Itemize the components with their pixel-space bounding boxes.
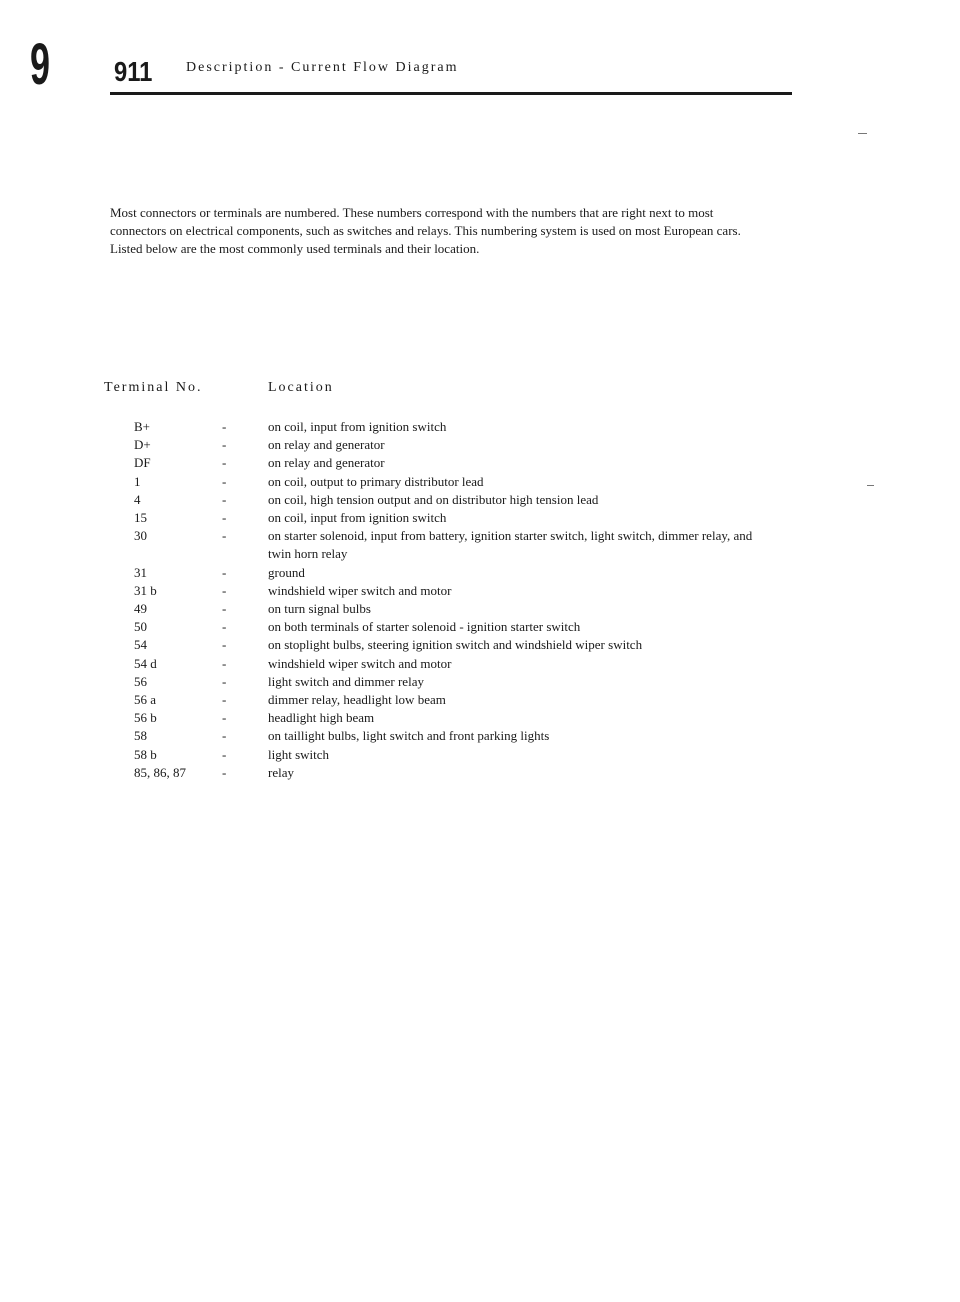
scan-mark bbox=[867, 485, 874, 486]
header-rule bbox=[110, 92, 792, 95]
terminal-location: windshield wiper switch and motor bbox=[268, 582, 452, 598]
terminal-number: 85, 86, 87 bbox=[134, 764, 186, 780]
terminal-location: light switch and dimmer relay bbox=[268, 673, 424, 689]
terminal-location: ground bbox=[268, 564, 305, 580]
terminal-row bbox=[134, 473, 774, 491]
terminal-location: on coil, output to primary distributor lead bbox=[268, 473, 484, 489]
terminal-location: on stoplight bulbs, steering ignition switch and windshield wiper switch bbox=[268, 637, 643, 653]
terminal-location: on relay and generator bbox=[268, 455, 385, 471]
separator-dash: - bbox=[222, 491, 227, 507]
terminal-location: on coil, input from ignition switch bbox=[268, 510, 447, 526]
terminal-number: DF bbox=[134, 455, 151, 471]
separator-dash: - bbox=[222, 437, 227, 453]
terminal-number: 4 bbox=[134, 491, 141, 507]
terminal-number: 49 bbox=[134, 601, 147, 617]
separator-dash: - bbox=[222, 601, 227, 617]
terminal-row bbox=[134, 709, 774, 727]
terminal-row bbox=[134, 582, 774, 600]
separator-dash: - bbox=[222, 673, 227, 689]
separator-dash: - bbox=[222, 564, 227, 580]
model-label: 911 bbox=[114, 56, 153, 87]
terminal-number: 56 bbox=[134, 673, 147, 689]
terminal-location: on taillight bulbs, light switch and front parking lights bbox=[268, 728, 550, 744]
terminal-number: 54 bbox=[134, 637, 147, 653]
terminal-number: D+ bbox=[134, 437, 151, 453]
terminal-location: on relay and generator bbox=[268, 437, 385, 453]
terminal-location: headlight high beam bbox=[268, 710, 375, 726]
terminal-column-header: Terminal No. bbox=[104, 380, 203, 395]
terminal-row bbox=[134, 527, 774, 563]
separator-dash: - bbox=[222, 655, 227, 671]
terminal-row bbox=[134, 418, 774, 436]
location-column-header: Location bbox=[268, 380, 334, 395]
terminal-location: windshield wiper switch and motor bbox=[268, 655, 452, 671]
separator-dash: - bbox=[222, 455, 227, 471]
terminal-location: on coil, high tension output and on distributor high tension lead bbox=[268, 491, 599, 507]
terminal-row bbox=[134, 436, 774, 454]
terminal-location: on coil, input from ignition switch bbox=[268, 419, 447, 434]
section-number: 9 bbox=[30, 32, 51, 97]
terminal-number: 56 a bbox=[134, 692, 157, 708]
terminal-row bbox=[134, 636, 774, 654]
terminal-row bbox=[134, 673, 774, 691]
terminal-location: relay bbox=[268, 764, 294, 780]
terminal-location: on starter solenoid, input from battery, ignition starter switch, light switch, dimmer relay, and twin horn relay bbox=[268, 528, 753, 562]
terminal-number: 15 bbox=[134, 510, 147, 526]
scan-mark bbox=[858, 133, 867, 134]
terminal-row bbox=[134, 746, 774, 764]
separator-dash: - bbox=[222, 764, 227, 780]
terminal-location: light switch bbox=[268, 746, 330, 762]
terminal-row bbox=[134, 618, 774, 636]
separator-dash: - bbox=[222, 692, 227, 708]
separator-dash: - bbox=[222, 746, 227, 762]
terminal-row bbox=[134, 655, 774, 673]
terminal-row bbox=[134, 509, 774, 527]
terminal-number: 30 bbox=[134, 528, 147, 544]
terminal-number: 56 b bbox=[134, 710, 157, 726]
page-title: Description - Current Flow Diagram bbox=[186, 60, 459, 75]
terminal-row bbox=[134, 491, 774, 509]
separator-dash: - bbox=[222, 473, 227, 489]
separator-dash: - bbox=[222, 637, 227, 653]
terminal-row bbox=[134, 600, 774, 618]
terminal-number: 58 bbox=[134, 728, 147, 744]
terminal-number: 50 bbox=[134, 619, 147, 635]
terminal-number: 1 bbox=[134, 473, 141, 489]
terminal-location: on turn signal bulbs bbox=[268, 601, 371, 617]
separator-dash: - bbox=[222, 419, 227, 434]
terminal-row bbox=[134, 454, 774, 472]
separator-dash: - bbox=[222, 710, 227, 726]
terminal-row bbox=[134, 764, 774, 782]
terminal-number: 58 b bbox=[134, 746, 157, 762]
separator-dash: - bbox=[222, 510, 227, 526]
intro-paragraph: Most connectors or terminals are numbered. These numbers correspond with the numbers that are right next to most connectors on electrical components, such as switches and relays. This numbering system is used on most European cars. Listed below are the most commonly used terminals and their location. bbox=[110, 205, 741, 256]
terminal-location: on both terminals of starter solenoid - ignition starter switch bbox=[268, 619, 581, 635]
terminal-row bbox=[134, 564, 774, 582]
terminal-number: 31 bbox=[134, 564, 147, 580]
separator-dash: - bbox=[222, 728, 227, 744]
terminal-location: dimmer relay, headlight low beam bbox=[268, 692, 446, 708]
separator-dash: - bbox=[222, 582, 227, 598]
separator-dash: - bbox=[222, 528, 227, 544]
terminal-number: 31 b bbox=[134, 582, 157, 598]
terminal-row bbox=[134, 727, 774, 745]
separator-dash: - bbox=[222, 619, 227, 635]
terminal-number: 54 d bbox=[134, 655, 157, 671]
terminal-number: B+ bbox=[134, 419, 151, 434]
terminal-list bbox=[134, 418, 774, 782]
terminal-row bbox=[134, 691, 774, 709]
